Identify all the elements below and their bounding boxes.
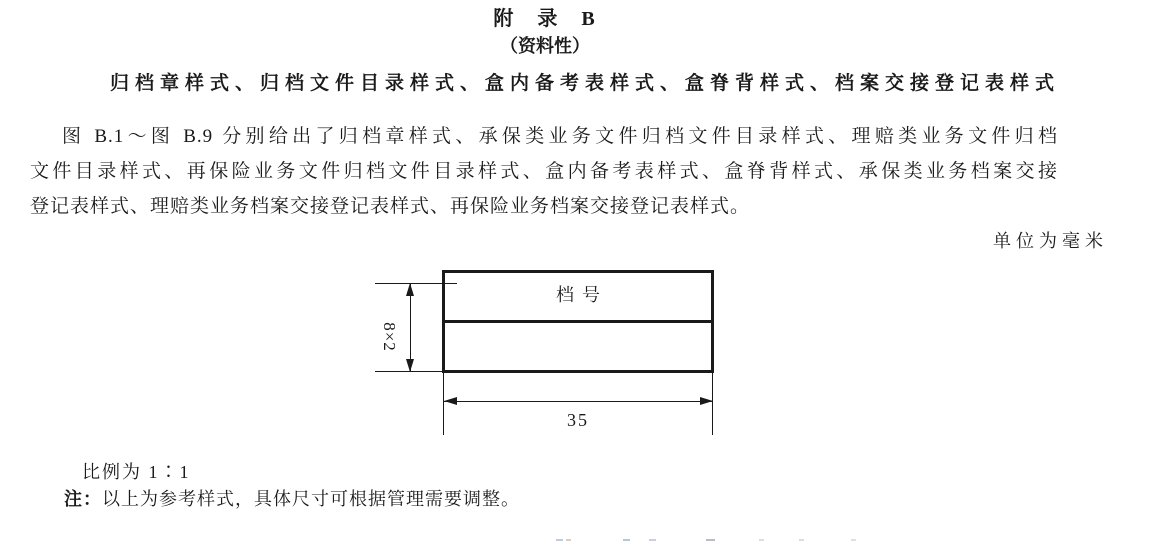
extension-line-top xyxy=(375,283,457,284)
cutoff-caption-fragment xyxy=(759,539,764,541)
height-dimension-label: 8×2 xyxy=(380,322,399,352)
cutoff-caption-fragment xyxy=(556,539,563,541)
note-line xyxy=(64,485,520,511)
arrowhead-down-icon xyxy=(406,359,414,372)
unit-note: 单位为毫米 xyxy=(993,231,1108,251)
scale-note: 比例为 1∶1 xyxy=(82,462,191,482)
cutoff-caption-fragment xyxy=(851,539,856,541)
paragraph-line-1: 图 B.1～图 B.9 分别给出了归档章样式、承保类业务文件归档文件目录样式、理赔类业务文件归档 xyxy=(62,126,1058,147)
paragraph-line-3: 登记表样式、理赔类业务档案交接登记表样式、再保险业务档案交接登记表样式。 xyxy=(30,196,751,217)
appendix-type: （资料性） xyxy=(500,36,590,56)
stamp-file-number-label: 档号 xyxy=(556,285,608,305)
horizontal-dimension-line xyxy=(444,401,713,402)
cutoff-caption-fragment xyxy=(566,539,571,541)
arrowhead-up-icon xyxy=(406,283,414,296)
cutoff-caption-fragment xyxy=(649,539,656,541)
width-dimension-label: 35 xyxy=(567,410,589,430)
note-text: 以上为参考样式，具体尺寸可根据管理需要调整。 xyxy=(102,489,520,509)
note-label: 注： xyxy=(64,489,102,509)
cutoff-caption-fragment xyxy=(623,539,630,541)
arrowhead-left-icon xyxy=(444,397,457,405)
cutoff-caption-fragment xyxy=(799,539,804,541)
appendix-title: 附 录 B xyxy=(493,8,597,30)
intro-paragraph xyxy=(30,119,1058,224)
stamp-row-divider-line xyxy=(442,320,714,323)
section-title: 归档章样式、归档文件目录样式、盒内备考表样式、盒脊背样式、档案交接登记表样式 xyxy=(110,73,1061,94)
cutoff-caption-fragment xyxy=(706,539,715,541)
arrowhead-right-icon xyxy=(700,397,713,405)
paragraph-line-2: 文件目录样式、再保险业务文件归档文件目录样式、盒内备考表样式、盒脊背样式、承保类业务档案交接 xyxy=(30,161,1058,182)
